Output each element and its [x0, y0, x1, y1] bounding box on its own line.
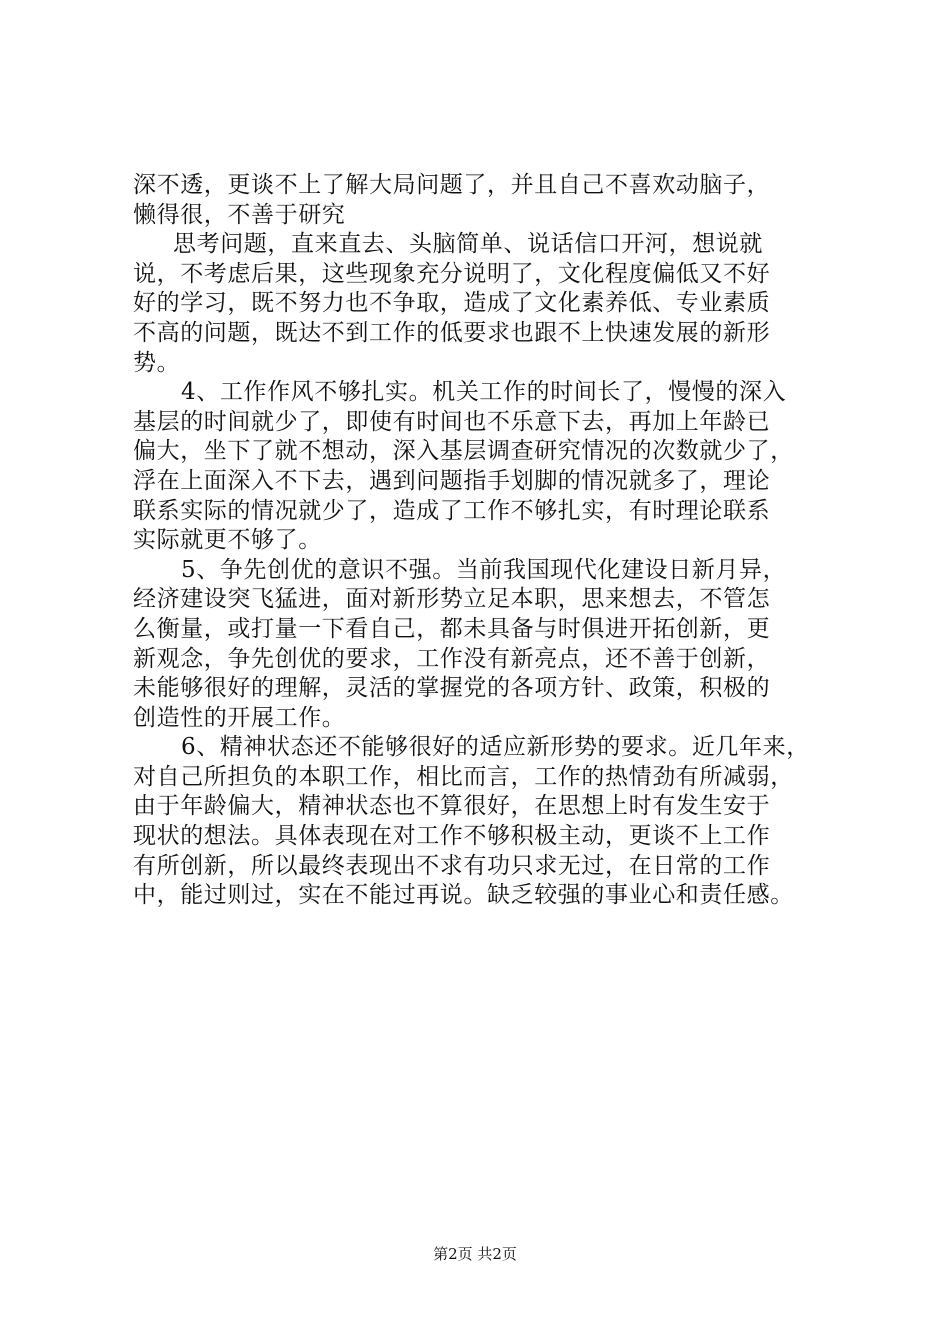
- paragraph-line: 深不透，更谈不上了解大局问题了，并且自己不喜欢动脑子，: [133, 172, 771, 198]
- paragraph-line: 创造性的开展工作。: [133, 704, 346, 731]
- paragraph-line: 偏大，坐下了就不想动，深入基层调查研究情况的次数就少了，: [133, 438, 794, 465]
- paragraph-line: 说，不考虑后果，这些现象充分说明了，文化程度偏低又不好: [133, 260, 771, 287]
- paragraph-first-line: 5、争先创优的意识不强。当前我国现代化建设日新月异，: [181, 556, 787, 583]
- paragraph-first-line: 思考问题，直来直去、头脑简单、说话信口开河，想说就: [173, 231, 763, 258]
- paragraph-line: 不高的问题，既达不到工作的低要求也跟不上快速发展的新形: [133, 319, 771, 346]
- paragraph-line: 么衡量，或打量一下看自己，都未具备与时俱进开拓创新，更: [133, 615, 771, 642]
- paragraph-line: 未能够很好的理解，灵活的掌握党的各项方针、政策，积极的: [133, 675, 771, 702]
- paragraph-line: 懒得很，不善于研究: [133, 201, 346, 228]
- document-body: [133, 171, 851, 911]
- paragraph-line: 有所创新，所以最终表现出不求有功只求无过，在日常的工作: [133, 852, 771, 879]
- paragraph-line: 中，能过则过，实在不能过再说。缺乏较强的事业心和责任感。: [133, 882, 794, 909]
- paragraph-line: 浮在上面深入不下去，遇到问题指手划脚的情况就多了，理论: [133, 467, 771, 494]
- page-number-footer: 第2页 共2页: [433, 1245, 517, 1263]
- paragraph-line: 势。: [133, 349, 181, 376]
- paragraph-first-line: 4、工作作风不够扎实。机关工作的时间长了，慢慢的深入: [181, 379, 787, 406]
- paragraph-line: 基层的时间就少了，即使有时间也不乐意下去，再加上年龄已: [133, 408, 771, 435]
- paragraph-line: 对自己所担负的本职工作，相比而言，工作的热情劲有所减弱，: [133, 763, 794, 790]
- paragraph-line: 经济建设突飞猛进，面对新形势立足本职，思来想去，不管怎: [133, 586, 771, 613]
- paragraph-line: 由于年龄偏大，精神状态也不算很好，在思想上时有发生安于: [133, 793, 771, 820]
- paragraph-line: 联系实际的情况就少了，造成了工作不够扎实，有时理论联系: [133, 497, 771, 524]
- paragraph-line: 新观念，争先创优的要求，工作没有新亮点，还不善于创新，: [133, 645, 771, 672]
- paragraph-line: 现状的想法。具体表现在对工作不够积极主动，更谈不上工作: [133, 823, 771, 850]
- paragraph-first-line: 6、精神状态还不能够很好的适应新形势的要求。近几年来，: [181, 734, 810, 761]
- paragraph-line: 好的学习，既不努力也不争取，造成了文化素养低、专业素质: [133, 290, 771, 317]
- paragraph-line: 实际就更不够了。: [133, 527, 322, 554]
